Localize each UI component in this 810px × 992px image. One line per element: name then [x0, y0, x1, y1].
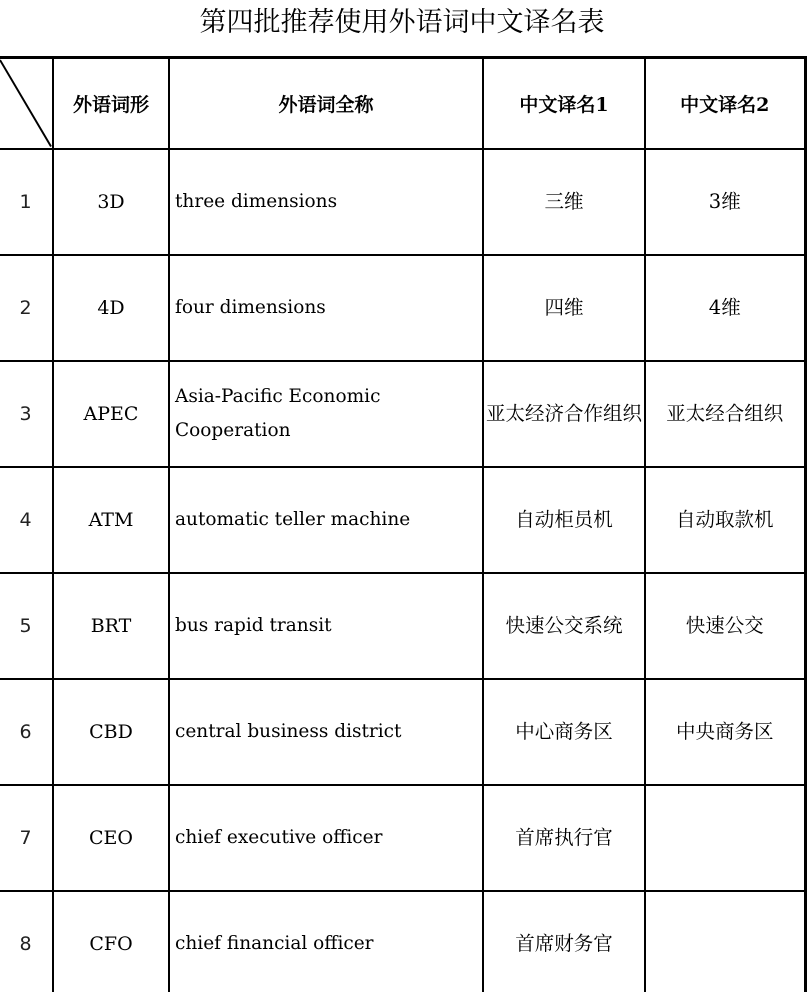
corner-cell	[0, 58, 53, 149]
cn2-cell	[645, 891, 805, 992]
row-number: 6	[0, 679, 53, 785]
abbr-cell: CEO	[53, 785, 169, 891]
full-name-cell: four dimensions	[169, 255, 483, 361]
table-row	[0, 679, 805, 785]
abbr-cell: CBD	[53, 679, 169, 785]
full-name-cell: central business district	[169, 679, 483, 785]
table-row	[0, 255, 805, 361]
table-row	[0, 891, 805, 992]
row-number: 2	[0, 255, 53, 361]
header-cn1: 中文译名1	[483, 58, 645, 149]
abbr-cell: BRT	[53, 573, 169, 679]
row-number: 8	[19, 933, 32, 955]
cn2-cell: 中央商务区	[645, 679, 805, 785]
cn1-cell: 快速公交系统	[483, 573, 645, 679]
page-title: 第四批推荐使用外语词中文译名表	[199, 7, 605, 38]
full-name-cell: bus rapid transit	[169, 573, 483, 679]
table-row	[0, 149, 805, 255]
row-number: 3	[0, 361, 53, 467]
abbr-cell: CFO	[53, 891, 169, 992]
table-row	[0, 785, 805, 891]
full-name-cell: automatic teller machine	[169, 467, 483, 573]
corner-diagonal	[0, 59, 52, 148]
abbr-cell: ATM	[53, 467, 169, 573]
cn2-cell: 自动取款机	[645, 467, 805, 573]
table-row	[0, 467, 805, 573]
header-row	[0, 58, 805, 149]
full-name-cell: chief financial officer	[169, 891, 483, 992]
cn2-cell: 快速公交	[645, 573, 805, 679]
full-name-cell: three dimensions	[169, 149, 483, 255]
header-full: 外语词全称	[169, 58, 483, 149]
cn1-cell: 亚太经济合作组织	[483, 361, 645, 467]
abbr-cell: APEC	[53, 361, 169, 467]
full-name-cell: chief executive officer	[169, 785, 483, 891]
table-row	[0, 361, 805, 467]
row-number: 4	[0, 467, 53, 573]
full-name-cell: Asia-Pacific Economic Cooperation	[169, 361, 483, 467]
cn2-cell	[645, 785, 805, 891]
cn1-cell: 三维	[483, 149, 645, 255]
cn1-cell: 四维	[483, 255, 645, 361]
cn1-cell: 首席财务官	[483, 891, 645, 992]
cn1-cell: 自动柜员机	[483, 467, 645, 573]
table-row	[0, 573, 805, 679]
cn2-cell: 3维	[645, 149, 805, 255]
abbr-cell: 3D	[53, 149, 169, 255]
cn1-cell: 中心商务区	[483, 679, 645, 785]
row-number: 1	[0, 149, 53, 255]
cn2-cell: 亚太经合组织	[645, 361, 805, 467]
translation-table	[0, 56, 807, 992]
row-number: 7	[0, 785, 53, 891]
cn2-cell: 4维	[645, 255, 805, 361]
header-cn2: 中文译名2	[645, 58, 805, 149]
cn1-cell: 首席执行官	[483, 785, 645, 891]
row-number: 5	[0, 573, 53, 679]
header-abbr: 外语词形	[53, 58, 169, 149]
abbr-cell: 4D	[53, 255, 169, 361]
